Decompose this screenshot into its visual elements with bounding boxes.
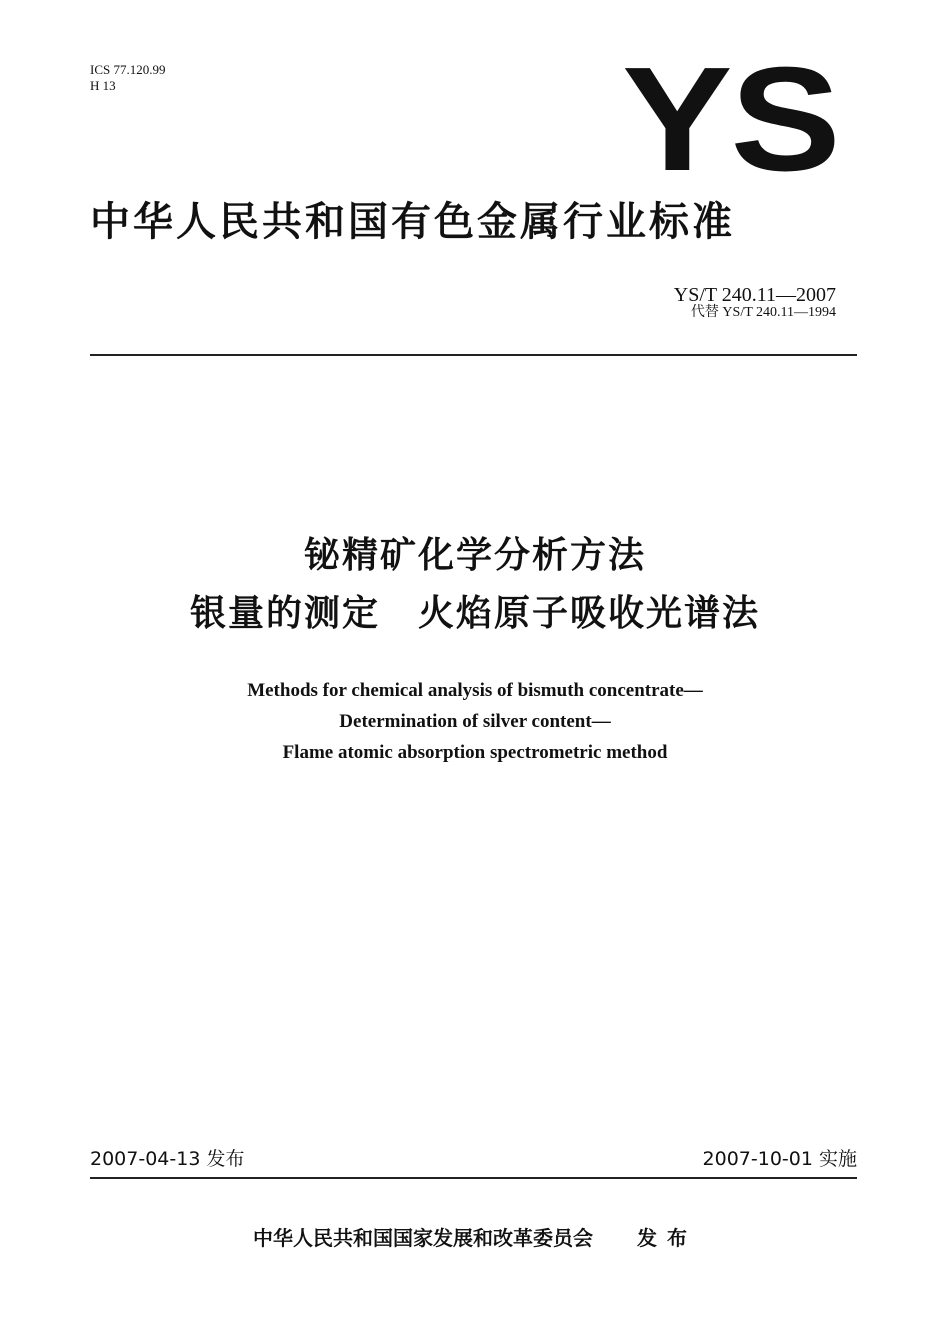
- issue-label: 发布: [637, 1226, 697, 1250]
- implement-date: 2007-10-01 实施: [702, 1148, 857, 1170]
- ys-logo: YS: [622, 37, 839, 202]
- title-zh-line2: 银量的测定 火焰原子吸收光谱法: [189, 593, 760, 634]
- replaces-standard: 代替 YS/T 240.11—1994: [690, 305, 836, 320]
- classification-codes: [90, 62, 165, 94]
- issuer-name: 中华人民共和国国家发展和改革委员会: [253, 1226, 593, 1250]
- ics-code: ICS 77.120.99: [90, 62, 166, 77]
- title-zh-line1: 铋精矿化学分析方法: [303, 535, 646, 576]
- issuer-line: [0, 1224, 950, 1252]
- ccs-code: H 13: [90, 78, 116, 93]
- footer-divider: [90, 1177, 857, 1179]
- standard-number: YS/T 240.11—2007: [673, 284, 836, 306]
- standard-category-title: 中华人民共和国有色金属行业标准: [90, 199, 735, 245]
- title-en-line3: Flame atomic absorption spectrometric method: [282, 742, 668, 763]
- title-en-line2: Determination of silver content—: [339, 711, 611, 732]
- header-divider: [90, 354, 857, 356]
- title-en-line1: Methods for chemical analysis of bismuth concentrate—: [247, 680, 703, 701]
- release-date: 2007-04-13 发布: [90, 1148, 245, 1170]
